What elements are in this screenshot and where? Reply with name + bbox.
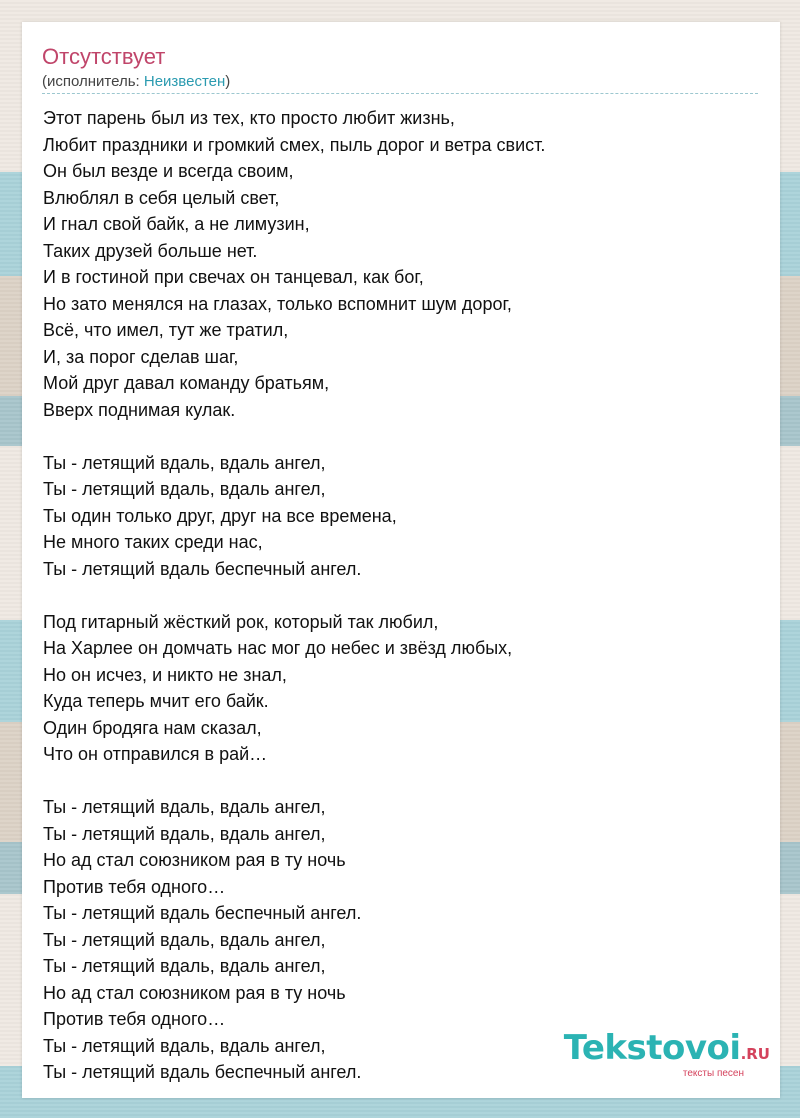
lyric-line: Таких друзей больше нет. [43, 240, 258, 261]
stanza-break [43, 423, 545, 450]
logo-tagline: тексты песен [682, 1068, 744, 1079]
artist-line [42, 73, 230, 91]
lyric-line: И, за порог сделав шаг, [43, 346, 239, 367]
lyric-line: Куда теперь мчит его байк. [43, 691, 269, 711]
lyric-line: Не много таких среди нас, [43, 532, 263, 552]
stanza-break [43, 582, 545, 609]
artist-suffix: ) [225, 73, 231, 90]
lyric-line: Но ад стал союзником рая в ту ночь [43, 982, 346, 1003]
lyric-line: Ты - летящий вдаль, вдаль ангел, [43, 956, 326, 976]
lyric-line: Под гитарный жёсткий рок, который так любил, [43, 611, 439, 632]
logo-wordmark [564, 1030, 770, 1072]
lyric-line: Ты - летящий вдаль беспечный ангел. [43, 558, 362, 579]
lyrics-text [43, 105, 545, 1086]
lyric-line: Ты - летящий вдаль беспечный ангел. [43, 903, 362, 923]
lyric-line: Против тебя одного… [43, 876, 226, 897]
lyric-line: Но зато менялся на глазах, только вспомнит шум дорог, [43, 293, 512, 314]
lyric-line: Что он отправился в рай… [43, 744, 268, 764]
lyric-line: Ты - летящий вдаль, вдаль ангел, [43, 823, 326, 844]
artist-prefix: (исполнитель: [42, 73, 144, 90]
lyric-line: Влюблял в себя целый свет, [43, 187, 280, 208]
lyric-line: Вверх поднимая кулак. [43, 399, 236, 420]
lyric-line: Мой друг давал команду братьям, [43, 373, 330, 393]
lyric-line: Всё, что имел, тут же тратил, [43, 320, 289, 340]
lyric-line: Ты - летящий вдаль беспечный ангел. [43, 1062, 362, 1082]
lyric-line: Ты - летящий вдаль, вдаль ангел, [43, 929, 326, 950]
lyric-line: Один бродяга нам сказал, [43, 717, 262, 738]
lyric-line: Ты - летящий вдаль, вдаль ангел, [43, 797, 326, 817]
lyric-line: Но ад стал союзником рая в ту ночь [43, 850, 346, 870]
lyric-line: Против тебя одного… [43, 1009, 226, 1029]
site-logo[interactable] [564, 1030, 770, 1080]
lyric-line: И гнал свой байк, а не лимузин, [43, 214, 310, 234]
header-divider [42, 93, 758, 94]
logo-tld: .RU [740, 1045, 770, 1063]
lyrics-card [22, 22, 780, 1098]
logo-name: Tekstovoi [563, 1028, 741, 1068]
lyric-line: Ты - летящий вдаль, вдаль ангел, [43, 1035, 326, 1056]
song-title: Отсутствует [42, 44, 166, 69]
lyric-line: Любит праздники и громкий смех, пыль дорог и ветра свист. [43, 134, 546, 155]
lyric-line: Но он исчез, и никто не знал, [43, 664, 287, 685]
lyric-line: Он был везде и всегда своим, [43, 161, 294, 181]
stanza-break [43, 768, 545, 795]
artist-link[interactable]: Неизвестен [143, 73, 226, 90]
lyric-line: На Харлее он домчать нас мог до небес и звёзд любых, [43, 638, 513, 658]
lyric-line: Ты один только друг, друг на все времена, [43, 505, 397, 526]
lyric-line: Ты - летящий вдаль, вдаль ангел, [43, 479, 326, 499]
lyric-line: И в гостиной при свечах он танцевал, как бог, [43, 267, 424, 287]
lyric-line: Ты - летящий вдаль, вдаль ангел, [43, 452, 326, 473]
lyric-line: Этот парень был из тех, кто просто любит жизнь, [43, 108, 455, 128]
